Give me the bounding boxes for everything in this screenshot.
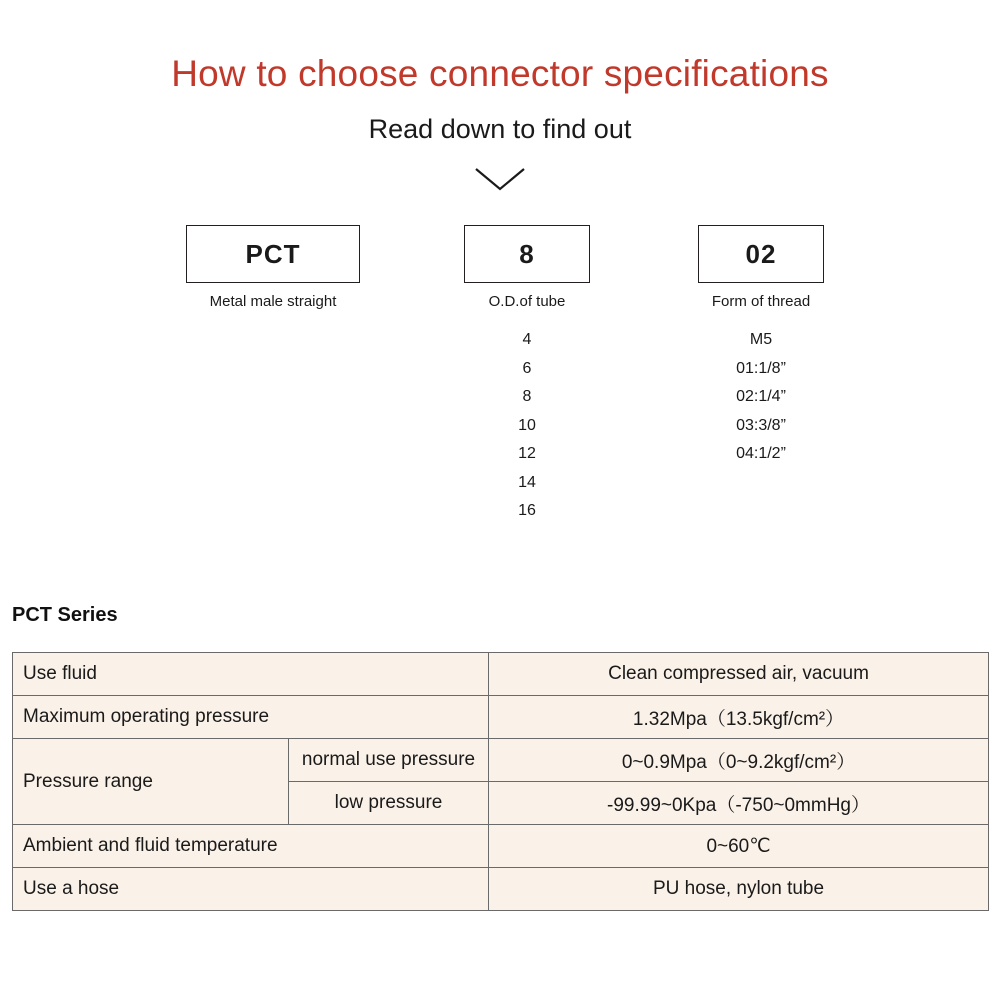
code-box-prefix: PCT <box>186 225 360 283</box>
table-row <box>13 653 989 696</box>
page-subtitle: Read down to find out <box>368 114 632 145</box>
list-item: M5 <box>749 331 773 349</box>
list-item: 03:3/8” <box>736 416 786 434</box>
list-item: 8 <box>522 388 532 406</box>
table-row <box>13 825 989 868</box>
list-item: 6 <box>522 359 532 377</box>
table-row <box>13 696 989 739</box>
row-value-temperature: 0~60℃ <box>489 825 989 868</box>
code-column-prefix <box>186 225 360 310</box>
page-title: How to choose connector specifications <box>171 53 829 94</box>
chevron-down-icon <box>470 163 530 193</box>
row-label-temperature: Ambient and fluid temperature <box>13 825 489 868</box>
code-column-thread <box>698 225 824 469</box>
table-row <box>13 868 989 911</box>
list-item: 10 <box>518 416 536 434</box>
row-value-normal-use-pressure: 0~0.9Mpa（0~9.2kgf/cm²） <box>489 739 989 782</box>
code-caption-prefix: Metal male straight <box>209 293 337 311</box>
row-label-max-pressure: Maximum operating pressure <box>13 696 489 739</box>
row-label-use-fluid: Use fluid <box>13 653 489 696</box>
code-caption-thread: Form of thread <box>711 293 811 311</box>
list-item: 14 <box>518 473 536 491</box>
table-row <box>13 739 989 782</box>
code-column-tube <box>464 225 590 526</box>
list-item: 04:1/2” <box>736 445 786 463</box>
row-sub-low-pressure: low pressure <box>289 782 489 825</box>
specification-table <box>12 652 989 911</box>
series-title: PCT Series <box>12 604 118 626</box>
list-item: 12 <box>518 445 536 463</box>
row-label-pressure-range: Pressure range <box>13 739 289 825</box>
list-item: 4 <box>522 331 532 349</box>
row-value-max-pressure: 1.32Mpa（13.5kgf/cm²） <box>489 696 989 739</box>
row-sub-normal-use-pressure: normal use pressure <box>289 739 489 782</box>
list-item: 01:1/8” <box>736 359 786 377</box>
row-value-low-pressure: -99.99~0Kpa（-750~0mmHg） <box>489 782 989 825</box>
code-options-tube <box>464 326 590 526</box>
code-box-tube: 8 <box>464 225 590 283</box>
row-label-hose: Use a hose <box>13 868 489 911</box>
row-value-use-fluid: Clean compressed air, vacuum <box>489 653 989 696</box>
code-breakdown <box>0 225 1000 525</box>
list-item: 02:1/4” <box>736 388 786 406</box>
row-value-hose: PU hose, nylon tube <box>489 868 989 911</box>
code-caption-tube: O.D.of tube <box>488 293 566 311</box>
code-options-thread <box>698 326 824 469</box>
code-box-thread: 02 <box>698 225 824 283</box>
list-item: 16 <box>518 502 536 520</box>
